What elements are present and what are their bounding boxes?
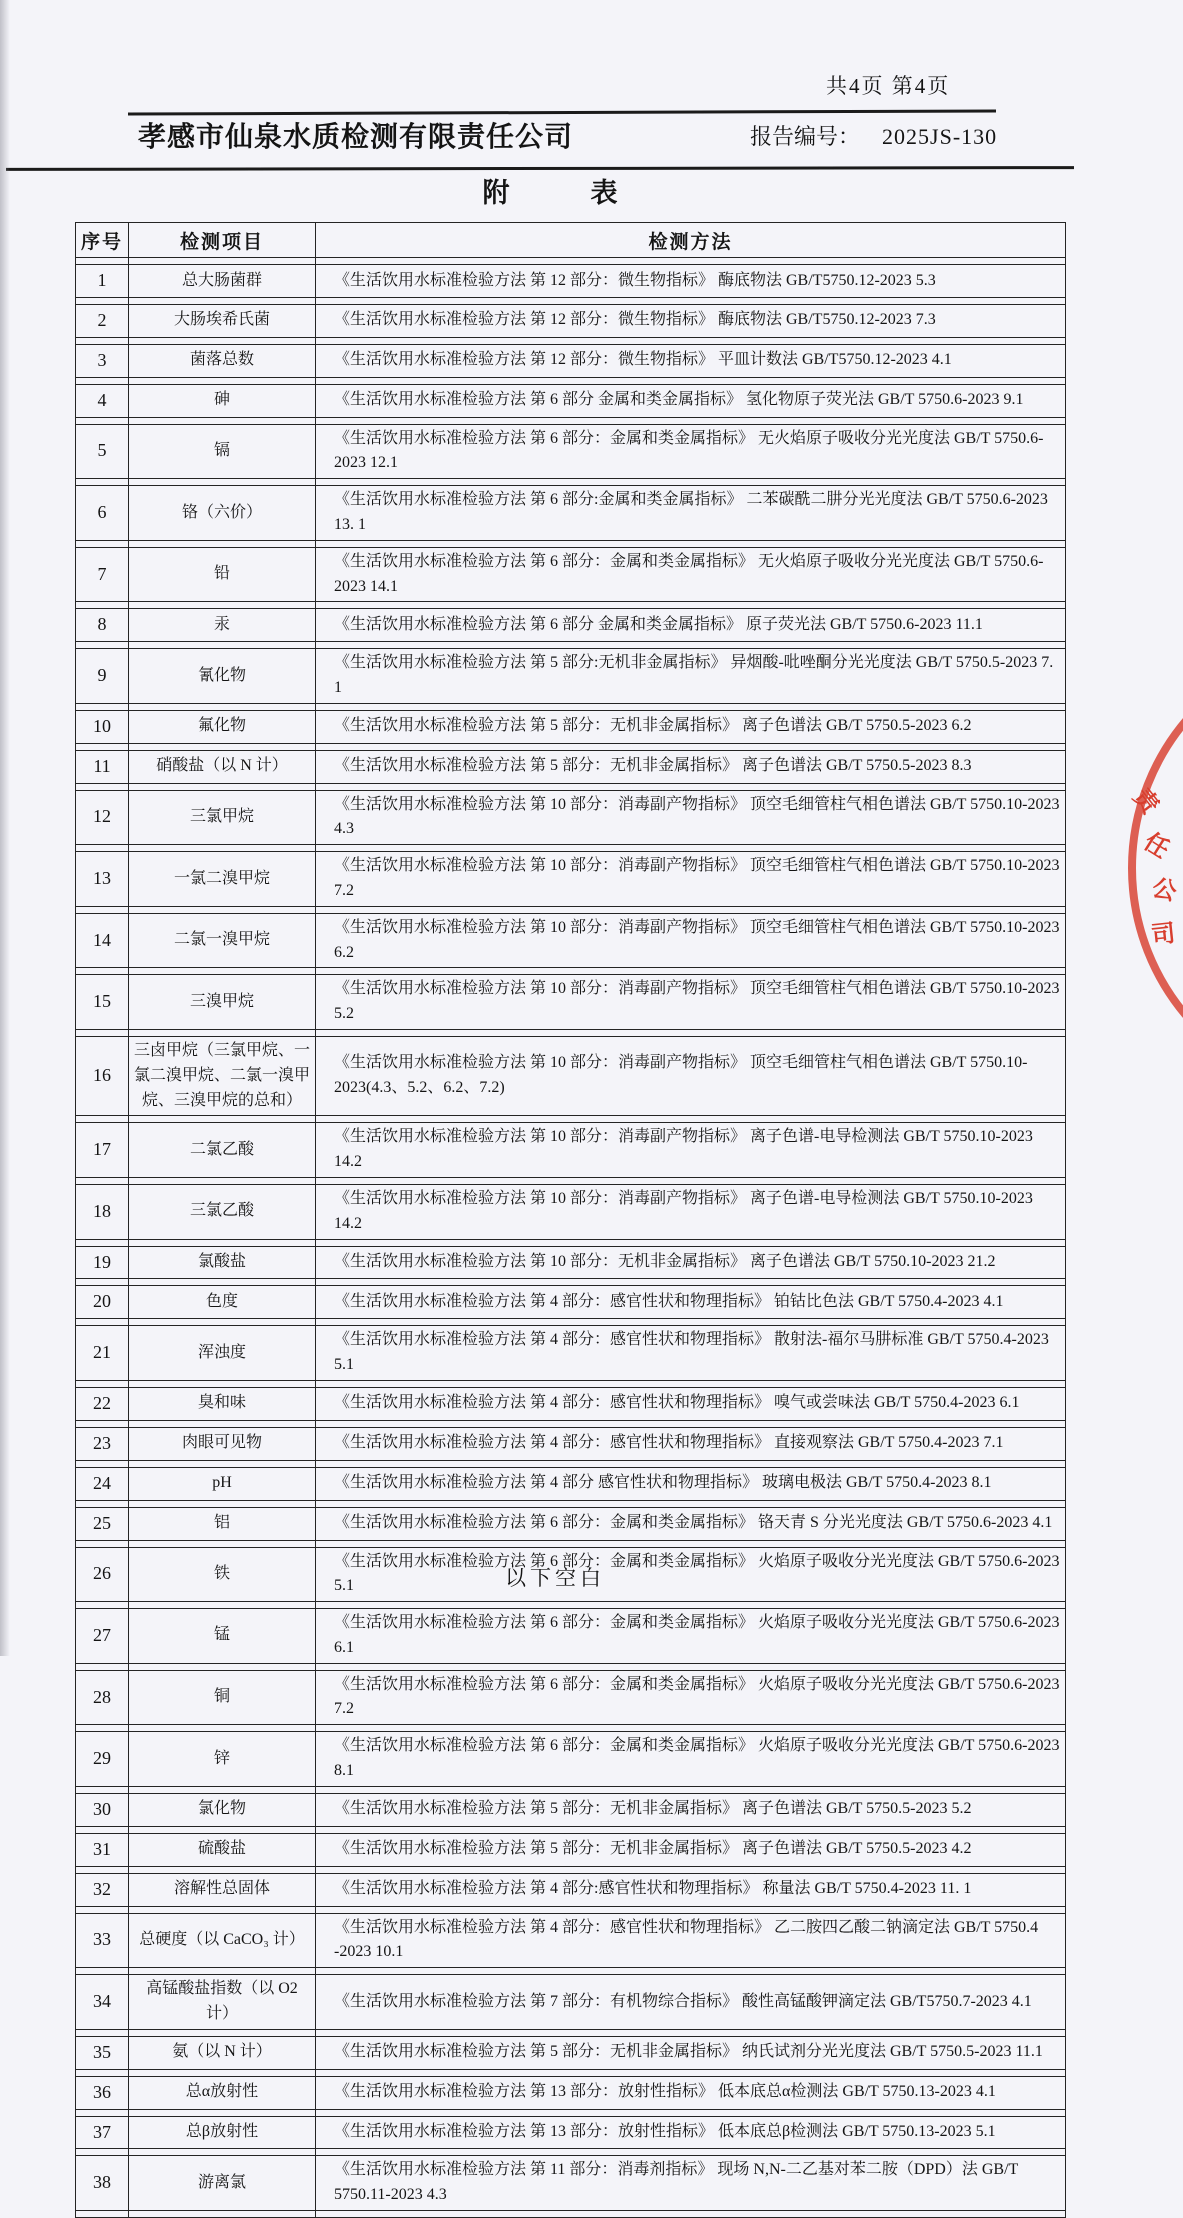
row-number: 17 (76, 1123, 129, 1178)
row-number: 26 (76, 1547, 129, 1602)
row-number: 37 (76, 2116, 129, 2149)
seal-character: 任 (1139, 828, 1174, 864)
row-spacer (76, 1177, 1066, 1184)
company-name: 孝感市仙泉水质检测有限责任公司 (138, 121, 574, 152)
method-text: 《生活饮用水标准检验方法 第 7 部分：有机物综合指标》 酸性高锰酸钾滴定法 GB/T5750.7-2023 4.1 (316, 1975, 1066, 2030)
table-row (76, 1873, 1066, 1906)
company-seal-stamp (1128, 636, 1183, 1100)
row-number: 38 (76, 2156, 129, 2211)
table-row (76, 649, 1066, 704)
table-row (76, 384, 1066, 417)
row-number: 23 (76, 1427, 129, 1460)
method-text: 《生活饮用水标准检验方法 第 6 部分：金属和类金属指标》 火焰原子吸收分光光度法 GB/T 5750.6-2023 8.1 (316, 1732, 1066, 1787)
row-spacer (76, 377, 1066, 384)
table-row (76, 913, 1066, 968)
row-number: 31 (76, 1833, 129, 1866)
item-name: 二氯乙酸 (129, 1123, 316, 1178)
item-name: 氨（以 N 计） (129, 2036, 316, 2069)
row-number: 30 (76, 1793, 129, 1826)
method-text: 《生活饮用水标准检验方法 第 10 部分：消毒副产物指标》 顶空毛细管柱气相色谱法 GB/T 5750.10-2023 7.2 (316, 852, 1066, 907)
item-name: 锰 (129, 1609, 316, 1664)
table-row (76, 1833, 1066, 1866)
row-number: 28 (76, 1670, 129, 1725)
row-number: 13 (76, 852, 129, 907)
row-number: 18 (76, 1184, 129, 1239)
row-spacer (76, 1279, 1066, 1286)
table-row (76, 2156, 1066, 2211)
seal-character: 司 (1149, 919, 1177, 950)
row-spacer (76, 1725, 1066, 1732)
table-row (76, 1670, 1066, 1725)
method-text: 《生活饮用水标准检验方法 第 4 部分：感官性状和物理指标》 散射法-福尔马肼标准 GB/T 5750.4-2023 5.1 (316, 1326, 1066, 1381)
row-number: 14 (76, 913, 129, 968)
method-text: 《生活饮用水标准检验方法 第 10 部分：消毒副产物指标》 顶空毛细管柱气相色谱法 GB/T 5750.10-2023 6.2 (316, 913, 1066, 968)
method-text: 《生活饮用水标准检验方法 第 10 部分：消毒副产物指标》 离子色谱-电导检测法 GB/T 5750.10-2023 14.2 (316, 1184, 1066, 1239)
item-name: 浑浊度 (129, 1326, 316, 1381)
method-text: 《生活饮用水标准检验方法 第 6 部分:金属和类金属指标》 二苯碳酰二肼分光光度法 GB/T 5750.6-2023 13. 1 (316, 486, 1066, 541)
row-number: 34 (76, 1975, 129, 2030)
table-row (76, 1975, 1066, 2030)
table-row (76, 1467, 1066, 1500)
table-row (76, 265, 1066, 298)
item-name: 硫酸盐 (129, 1833, 316, 1866)
table-row (76, 344, 1066, 377)
row-spacer (76, 2211, 1066, 2218)
item-name: 汞 (129, 609, 316, 642)
method-text: 《生活饮用水标准检验方法 第 11 部分：消毒剂指标》 现场 N,N-二乙基对苯二胺（DPD）法 GB/T 5750.11-2023 4.3 (316, 2156, 1066, 2211)
row-spacer (76, 1826, 1066, 1833)
row-spacer (76, 1239, 1066, 1246)
row-number: 1 (76, 265, 129, 298)
report-number-label: 报告编号： (750, 124, 861, 149)
item-name: 氟化物 (129, 710, 316, 743)
table-row (76, 1036, 1066, 1115)
method-text: 《生活饮用水标准检验方法 第 4 部分：感官性状和物理指标》 嗅气或尝味法 GB/T 5750.4-2023 6.1 (316, 1387, 1066, 1420)
item-name: 铅 (129, 547, 316, 602)
method-text: 《生活饮用水标准检验方法 第 5 部分：无机非金属指标》 离子色谱法 GB/T 5750.5-2023 8.3 (316, 750, 1066, 783)
table-row (76, 750, 1066, 783)
row-spacer (76, 1602, 1066, 1609)
row-number: 9 (76, 649, 129, 704)
row-number: 16 (76, 1036, 129, 1115)
method-text: 《生活饮用水标准检验方法 第 12 部分：微生物指标》 酶底物法 GB/T5750.12-2023 5.3 (316, 265, 1066, 298)
method-text: 《生活饮用水标准检验方法 第 6 部分 金属和类金属指标》 氢化物原子荧光法 GB/T 5750.6-2023 9.1 (316, 384, 1066, 417)
method-text: 《生活饮用水标准检验方法 第 5 部分：无机非金属指标》 纳氏试剂分光光度法 GB/T 5750.5-2023 11.1 (316, 2036, 1066, 2069)
row-spacer (76, 845, 1066, 852)
item-name: 三卤甲烷（三氯甲烷、一氯二溴甲烷、二氯一溴甲烷、三溴甲烷的总和） (129, 1036, 316, 1115)
row-spacer (76, 417, 1066, 424)
method-text: 《生活饮用水标准检验方法 第 4 部分：感官性状和物理指标》 乙二胺四乙酸二钠滴定法 GB/T 5750.4 -2023 10.1 (316, 1913, 1066, 1968)
row-number: 8 (76, 609, 129, 642)
report-number (750, 120, 997, 151)
table-row (76, 1246, 1066, 1279)
row-number: 21 (76, 1326, 129, 1381)
method-text: 《生活饮用水标准检验方法 第 5 部分：无机非金属指标》 离子色谱法 GB/T 5750.5-2023 4.2 (316, 1833, 1066, 1866)
row-number: 22 (76, 1387, 129, 1420)
item-name: 高锰酸盐指数（以 O2 计） (129, 1975, 316, 2030)
method-text: 《生活饮用水标准检验方法 第 6 部分：金属和类金属指标》 无火焰原子吸收分光光度法 GB/T 5750.6-2023 14.1 (316, 547, 1066, 602)
row-spacer (76, 2109, 1066, 2116)
row-number: 33 (76, 1913, 129, 1968)
method-text: 《生活饮用水标准检验方法 第 4 部分：感官性状和物理指标》 铂钴比色法 GB/T 5750.4-2023 4.1 (316, 1286, 1066, 1319)
column-header-index: 序号 (76, 223, 129, 258)
row-spacer (76, 337, 1066, 344)
column-header-method: 检测方法 (316, 223, 1066, 258)
table-header-row (76, 223, 1066, 258)
table-row (76, 1184, 1066, 1239)
table-row (76, 2116, 1066, 2149)
method-text: 《生活饮用水标准检验方法 第 10 部分：消毒副产物指标》 顶空毛细管柱气相色谱法 GB/T 5750.10-2023 4.3 (316, 790, 1066, 845)
item-name: 锌 (129, 1732, 316, 1787)
row-spacer (76, 1116, 1066, 1123)
item-name: 铜 (129, 1670, 316, 1725)
row-spacer (76, 1906, 1066, 1913)
item-name: 色度 (129, 1286, 316, 1319)
attachment-table-body (76, 258, 1066, 2218)
item-name: 总大肠菌群 (129, 265, 316, 298)
item-name: 三溴甲烷 (129, 975, 316, 1030)
item-name: 氰化物 (129, 649, 316, 704)
table-row (76, 1732, 1066, 1787)
row-number: 2 (76, 304, 129, 337)
attachment-table (75, 222, 1066, 2218)
table-row (76, 2036, 1066, 2069)
row-spacer (76, 2149, 1066, 2156)
item-name: 氯化物 (129, 1793, 316, 1826)
item-name: 铬（六价） (129, 486, 316, 541)
report-number-value: 2025JS-130 (882, 124, 998, 149)
row-spacer (76, 1786, 1066, 1793)
table-row (76, 486, 1066, 541)
row-number: 7 (76, 547, 129, 602)
row-spacer (76, 1380, 1066, 1387)
method-text: 《生活饮用水标准检验方法 第 10 部分：消毒副产物指标》 顶空毛细管柱气相色谱法 GB/T 5750.10-2023(4.3、5.2、6.2、7.2) (316, 1036, 1066, 1115)
row-spacer (76, 1319, 1066, 1326)
method-text: 《生活饮用水标准检验方法 第 12 部分：微生物指标》 平皿计数法 GB/T5750.12-2023 4.1 (316, 344, 1066, 377)
method-text: 《生活饮用水标准检验方法 第 13 部分：放射性指标》 低本底总α检测法 GB/T 5750.13-2023 4.1 (316, 2076, 1066, 2109)
row-spacer (76, 906, 1066, 913)
table-row (76, 790, 1066, 845)
row-number: 5 (76, 424, 129, 479)
row-number: 15 (76, 975, 129, 1030)
row-spacer (76, 968, 1066, 975)
table-row (76, 1427, 1066, 1460)
item-name: 菌落总数 (129, 344, 316, 377)
item-name: 总硬度（以 CaCO₃ 计） (129, 1913, 316, 1968)
method-text: 《生活饮用水标准检验方法 第 13 部分：放射性指标》 低本底总β检测法 GB/T 5750.13-2023 5.1 (316, 2116, 1066, 2149)
method-text: 《生活饮用水标准检验方法 第 6 部分：金属和类金属指标》 火焰原子吸收分光光度法 GB/T 5750.6-2023 7.2 (316, 1670, 1066, 1725)
row-number: 4 (76, 384, 129, 417)
table-row (76, 975, 1066, 1030)
row-spacer (76, 1420, 1066, 1427)
method-text: 《生活饮用水标准检验方法 第 4 部分：感官性状和物理指标》 直接观察法 GB/T 5750.4-2023 7.1 (316, 1427, 1066, 1460)
row-spacer (76, 479, 1066, 486)
item-name: 溶解性总固体 (129, 1873, 316, 1906)
row-number: 27 (76, 1609, 129, 1664)
row-number: 10 (76, 710, 129, 743)
row-spacer (76, 2029, 1066, 2036)
item-name: 三氯乙酸 (129, 1184, 316, 1239)
table-row (76, 2076, 1066, 2109)
method-text: 《生活饮用水标准检验方法 第 12 部分：微生物指标》 酶底物法 GB/T5750.12-2023 7.3 (316, 304, 1066, 337)
item-name: pH (129, 1467, 316, 1500)
row-number: 29 (76, 1732, 129, 1787)
method-text: 《生活饮用水标准检验方法 第 10 部分：消毒副产物指标》 顶空毛细管柱气相色谱法 GB/T 5750.10-2023 5.2 (316, 975, 1066, 1030)
blank-below-note: 以下空白 (505, 1566, 605, 1590)
row-spacer (76, 258, 1066, 265)
item-name: 游离氯 (129, 2156, 316, 2211)
row-spacer (76, 703, 1066, 710)
method-text: 《生活饮用水标准检验方法 第 6 部分：金属和类金属指标》 火焰原子吸收分光光度法 GB/T 5750.6-2023 5.1 (316, 1547, 1066, 1602)
method-text: 《生活饮用水标准检验方法 第 10 部分：消毒副产物指标》 离子色谱-电导检测法 GB/T 5750.10-2023 14.2 (316, 1123, 1066, 1178)
row-number: 25 (76, 1507, 129, 1540)
item-name: 砷 (129, 384, 316, 417)
method-text: 《生活饮用水标准检验方法 第 4 部分:感官性状和物理指标》 称量法 GB/T 5750.4-2023 11. 1 (316, 1873, 1066, 1906)
method-text: 《生活饮用水标准检验方法 第 6 部分：金属和类金属指标》 无火焰原子吸收分光光度法 GB/T 5750.6-2023 12.1 (316, 424, 1066, 479)
row-number: 11 (76, 750, 129, 783)
table-row (76, 304, 1066, 337)
method-text: 《生活饮用水标准检验方法 第 5 部分：无机非金属指标》 离子色谱法 GB/T 5750.5-2023 5.2 (316, 1793, 1066, 1826)
row-spacer (76, 743, 1066, 750)
item-name: 一氯二溴甲烷 (129, 852, 316, 907)
table-row (76, 1793, 1066, 1826)
row-spacer (76, 540, 1066, 547)
item-name: 氯酸盐 (129, 1246, 316, 1279)
item-name: 总β放射性 (129, 2116, 316, 2149)
method-text: 《生活饮用水标准检验方法 第 6 部分：金属和类金属指标》 火焰原子吸收分光光度法 GB/T 5750.6-2023 6.1 (316, 1609, 1066, 1664)
table-row (76, 1609, 1066, 1664)
table-row (76, 1123, 1066, 1178)
row-number: 20 (76, 1286, 129, 1319)
row-number: 12 (76, 790, 129, 845)
table-row (76, 547, 1066, 602)
row-spacer (76, 1968, 1066, 1975)
row-spacer (76, 1500, 1066, 1507)
table-row (76, 1913, 1066, 1968)
table-row (76, 710, 1066, 743)
row-spacer (76, 602, 1066, 609)
table-row (76, 852, 1066, 907)
row-number: 24 (76, 1467, 129, 1500)
method-text: 《生活饮用水标准检验方法 第 4 部分 感官性状和物理指标》 玻璃电极法 GB/T 5750.4-2023 8.1 (316, 1467, 1066, 1500)
table-row (76, 424, 1066, 479)
table-row (76, 1326, 1066, 1381)
row-number: 35 (76, 2036, 129, 2069)
method-text: 《生活饮用水标准检验方法 第 6 部分：金属和类金属指标》 铬天青 S 分光光度法 GB/T 5750.6-2023 4.1 (316, 1507, 1066, 1540)
item-name: 镉 (129, 424, 316, 479)
row-number: 32 (76, 1873, 129, 1906)
row-spacer (76, 2069, 1066, 2076)
item-name: 硝酸盐（以 N 计） (129, 750, 316, 783)
item-name: 二氯一溴甲烷 (129, 913, 316, 968)
method-text: 《生活饮用水标准检验方法 第 6 部分 金属和类金属指标》 原子荧光法 GB/T 5750.6-2023 11.1 (316, 609, 1066, 642)
page-title: 附 表 (482, 178, 618, 208)
row-number: 3 (76, 344, 129, 377)
row-spacer (76, 1540, 1066, 1547)
method-text: 《生活饮用水标准检验方法 第 5 部分:无机非金属指标》 异烟酸-吡唑酮分光光度法 GB/T 5750.5-2023 7. 1 (316, 649, 1066, 704)
item-name: 肉眼可见物 (129, 1427, 316, 1460)
table-row (76, 1286, 1066, 1319)
row-spacer (76, 783, 1066, 790)
item-name: 铝 (129, 1507, 316, 1540)
row-spacer (76, 1029, 1066, 1036)
row-number: 19 (76, 1246, 129, 1279)
page-count: 共4页 第4页 (826, 74, 951, 98)
row-spacer (76, 1663, 1066, 1670)
row-spacer (76, 642, 1066, 649)
item-name: 臭和味 (129, 1387, 316, 1420)
item-name: 总α放射性 (129, 2076, 316, 2109)
method-text: 《生活饮用水标准检验方法 第 10 部分：无机非金属指标》 离子色谱法 GB/T 5750.10-2023 21.2 (316, 1246, 1066, 1279)
item-name: 三氯甲烷 (129, 790, 316, 845)
row-spacer (76, 297, 1066, 304)
row-spacer (76, 1460, 1066, 1467)
method-text: 《生活饮用水标准检验方法 第 5 部分：无机非金属指标》 离子色谱法 GB/T 5750.5-2023 6.2 (316, 710, 1066, 743)
table-row (76, 1387, 1066, 1420)
seal-character: 公 (1149, 874, 1180, 907)
item-name: 大肠埃希氏菌 (129, 304, 316, 337)
row-spacer (76, 1866, 1066, 1873)
seal-character: 责 (1127, 783, 1164, 820)
row-number: 36 (76, 2076, 129, 2109)
table-row (76, 1507, 1066, 1540)
item-name: 铁 (129, 1547, 316, 1602)
column-header-item: 检测项目 (129, 223, 316, 258)
row-number: 6 (76, 486, 129, 541)
table-row (76, 609, 1066, 642)
